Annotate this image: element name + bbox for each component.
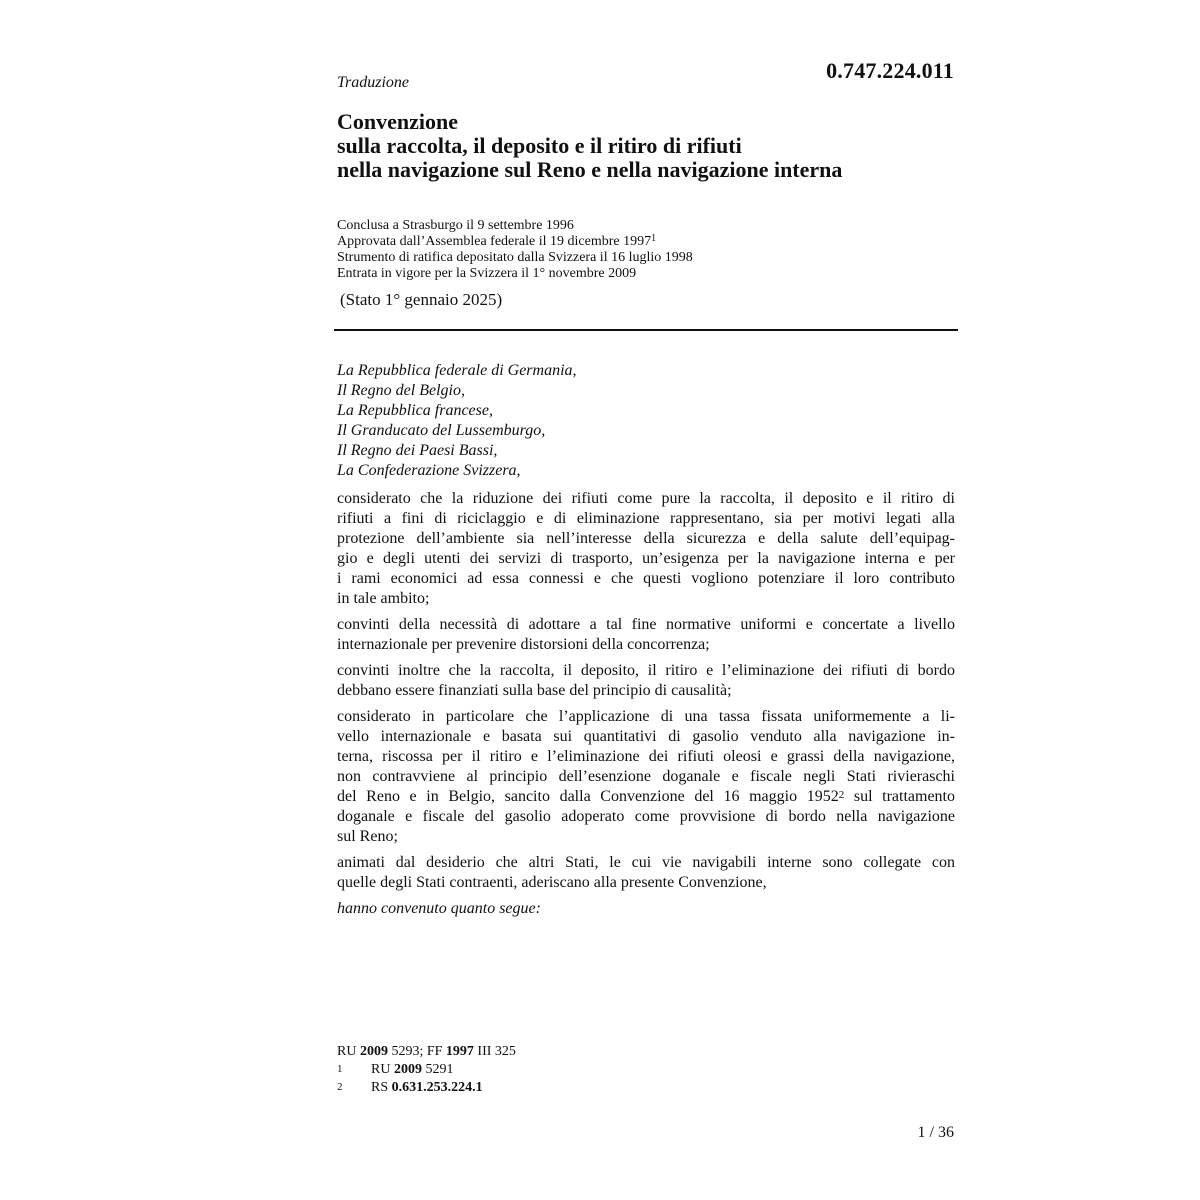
text-line: protezione dell’ambiente sia nell’interesse della sicurezza e della salute dell’equipag- <box>337 530 955 547</box>
sr-number: 0.747.224.011 <box>826 58 954 83</box>
source-text: RU <box>337 1044 360 1059</box>
footnote-year: 2009 <box>393 1062 422 1077</box>
text-line: quelle degli Stati contraenti, aderiscano alla presente Convenzione, <box>337 874 767 891</box>
closing-formula: hanno convenuto quanto segue: <box>337 900 541 917</box>
footnote-reference: 0.631.253.224.1 <box>391 1080 483 1095</box>
contracting-parties <box>337 361 957 481</box>
source-text: III 325 <box>473 1044 516 1059</box>
party: La Repubblica francese, <box>337 402 493 419</box>
source-year: 2009 <box>359 1044 388 1059</box>
text-line: in tale ambito; <box>337 590 430 607</box>
recital-paragraph <box>337 615 955 655</box>
title-line: nella navigazione sul Reno e nella navigazione interna <box>337 157 843 182</box>
text-line: convinti inoltre che la raccolta, il deposito, il ritiro e l’eliminazione dei rifiuti di bordo <box>337 662 955 679</box>
text-segment: sul trattamento <box>844 788 956 805</box>
footnote-number: 2 <box>337 1081 343 1093</box>
text-line: considerato che la riduzione dei rifiuti come pure la raccolta, il deposito e il ritiro di <box>337 490 955 507</box>
party: Il Granducato del Lussemburgo, <box>337 422 546 439</box>
party: Il Regno del Belgio, <box>337 382 465 399</box>
approved-date <box>337 234 957 250</box>
recital-paragraph <box>337 707 955 847</box>
recital-paragraph <box>337 489 955 609</box>
footnote-ref: 1 <box>651 233 657 244</box>
footnote-1 <box>337 1061 957 1079</box>
recital-paragraph <box>337 853 955 893</box>
title-line: Convenzione <box>337 109 458 134</box>
text-segment: del Reno e in Belgio, sancito dalla Convenzione del 16 maggio 1952 <box>337 788 839 805</box>
text-line: sul Reno; <box>337 828 398 845</box>
footnote-text: 5291 <box>421 1062 454 1077</box>
text-line: animati dal desiderio che altri Stati, le cui vie navigabili interne sono collegate con <box>337 854 955 871</box>
page-number: 1 / 36 <box>917 1124 954 1141</box>
translation-label: Traduzione <box>337 74 410 91</box>
text-line <box>337 787 955 807</box>
footnotes <box>337 1043 957 1097</box>
text-line: debbano essere finanziati sulla base del principio di causalità; <box>337 682 732 699</box>
source-reference <box>337 1043 957 1061</box>
document-title <box>337 110 957 182</box>
text-line: gio e degli utenti dei servizi di trasporto, un’esigenza per la navigazione interna e per <box>337 550 955 567</box>
party: La Confederazione Svizzera, <box>337 462 521 479</box>
entry-into-force-date: Entrata in vigore per la Svizzera il 1° novembre 2009 <box>337 266 637 281</box>
footnote-2 <box>337 1079 957 1097</box>
text-line: terna, riscossa per il ritiro e l’eliminazione dei rifiuti oleosi e grassi della navigazione, <box>337 748 955 765</box>
text-line: vello internazionale e basata sui quantitativi di gasolio venduto alla navigazione in- <box>337 728 955 745</box>
text-line: i rami economici ad essa connessi e che questi vogliono potenziare il loro contributo <box>337 570 955 587</box>
ratification-date: Strumento di ratifica depositato dalla Svizzera il 16 luglio 1998 <box>337 250 693 265</box>
text-line: non contravviene al principio dell’esenzione doganale e fiscale negli Stati rivieraschi <box>337 768 955 785</box>
title-line: sulla raccolta, il deposito e il ritiro di rifiuti <box>337 133 742 158</box>
text-line: considerato in particolare che l’applicazione di una tassa fissata uniformemente a li- <box>337 708 955 725</box>
text-line: rifiuti a fini di riciclaggio e di eliminazione rappresentano, sia per motivi legati alla <box>337 510 955 527</box>
source-year: 1997 <box>445 1044 474 1059</box>
text-line: doganale e fiscale del gasolio adoperato come provvisione di bordo nella navigazione <box>337 808 955 825</box>
horizontal-rule <box>334 329 958 331</box>
document-metadata <box>337 218 957 282</box>
text-line: internazionale per prevenire distorsioni della concorrenza; <box>337 636 710 653</box>
footnote-ref: 2 <box>838 789 845 801</box>
recital-paragraph <box>337 661 955 701</box>
approved-text: Approvata dall’Assemblea federale il 19 dicembre 1997 <box>337 234 652 249</box>
footnote-number: 1 <box>337 1063 343 1075</box>
footnote-text: RS <box>371 1080 392 1095</box>
source-text: 5293; FF <box>387 1044 446 1059</box>
status-date: (Stato 1° gennaio 2025) <box>340 290 503 309</box>
text-line: convinti della necessità di adottare a tal fine normative uniformi e concertate a livello <box>337 616 955 633</box>
concluded-date: Conclusa a Strasburgo il 9 settembre 1996 <box>337 218 574 233</box>
party: Il Regno dei Paesi Bassi, <box>337 442 498 459</box>
party: La Repubblica federale di Germania, <box>337 362 577 379</box>
footnote-text: RU <box>371 1062 394 1077</box>
preamble <box>337 489 955 925</box>
